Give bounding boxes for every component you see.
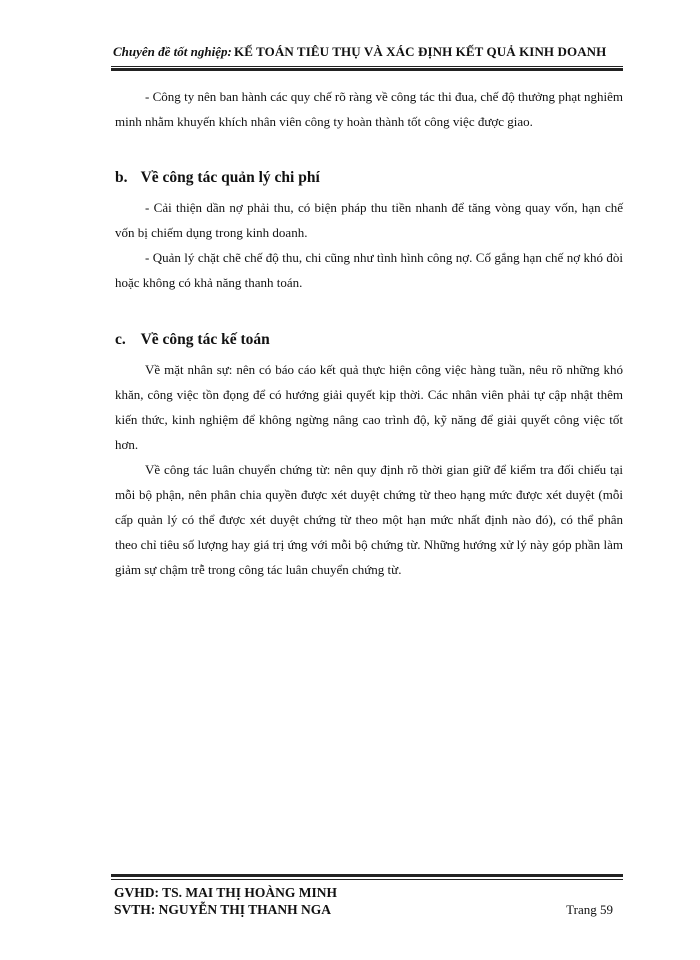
header-rule-thin	[111, 66, 623, 67]
section-c-paragraph-2: Về công tác luân chuyển chứng từ: nên quy định rõ thời gian giữ để kiểm tra đối chiếu tại mỗi bộ phận, nên phân chia quyền được xét duyệt chứng từ theo hạng mức được xét duyệt (mỗi cấp quản lý có thể được xét duyệt chứng từ theo một hạn mức nhất định nào đó), có thể phân theo chỉ tiêu số lượng hay giá trị ứng với mỗi bộ chứng từ. Những hướng xử lý này góp phần làm giảm sự chậm trễ trong công tác luân chuyển chứng từ.	[115, 462, 623, 577]
intro-paragraph: - Công ty nên ban hành các quy chế rõ ràng về công tác thi đua, chế độ thưởng phạt nghiêm minh nhằm khuyến khích nhân viên công ty hoàn thành tốt công việc được giao.	[115, 89, 623, 129]
header-rule-thick	[111, 68, 623, 71]
section-c-label: c.	[115, 331, 126, 348]
page-header	[111, 40, 623, 66]
section-b-heading	[115, 165, 623, 191]
footer-student: SVTH: NGUYỄN THỊ THANH NGA	[114, 902, 332, 917]
page-number: Trang 59	[566, 902, 613, 917]
page-footer	[111, 882, 623, 922]
section-c-heading	[115, 327, 623, 353]
section-c-paragraph-1: Về mặt nhân sự: nên có báo cáo kết quả thực hiện công việc hàng tuần, nêu rõ những khó khăn, công việc tồn đọng để có hướng giải quyết kịp thời. Các nhân viên phải tự cập nhật thêm kiến thức, kinh nghiệm để không ngừng nâng cao trình độ, kỹ năng để giải quyết công việc tốt hơn.	[115, 362, 623, 452]
section-c-title: Về công tác kế toán	[140, 331, 270, 348]
section-b-paragraph-2: - Quản lý chặt chẽ chế độ thu, chi cũng như tình hình công nợ. Cố gắng hạn chế nợ khó đòi hoặc không có khả năng thanh toán.	[115, 250, 623, 290]
page-body	[115, 84, 623, 582]
section-b-paragraph-1: - Cải thiện dần nợ phải thu, có biện pháp thu tiền nhanh để tăng vòng quay vốn, hạn chế vốn bị chiếm dụng trong kinh doanh.	[115, 200, 623, 240]
footer-supervisor: GVHD: TS. MAI THỊ HOÀNG MINH	[114, 885, 338, 900]
section-b-label: b.	[115, 169, 128, 186]
header-topic-title: KẾ TOÁN TIÊU THỤ VÀ XÁC ĐỊNH KẾT QUẢ KINH DOANH	[234, 44, 607, 59]
footer-rule-thin	[111, 879, 623, 880]
section-b-title: Về công tác quản lý chi phí	[140, 169, 320, 186]
footer-rule-thick	[111, 874, 623, 877]
header-thesis-label: Chuyên đề tốt nghiệp:	[113, 44, 232, 59]
